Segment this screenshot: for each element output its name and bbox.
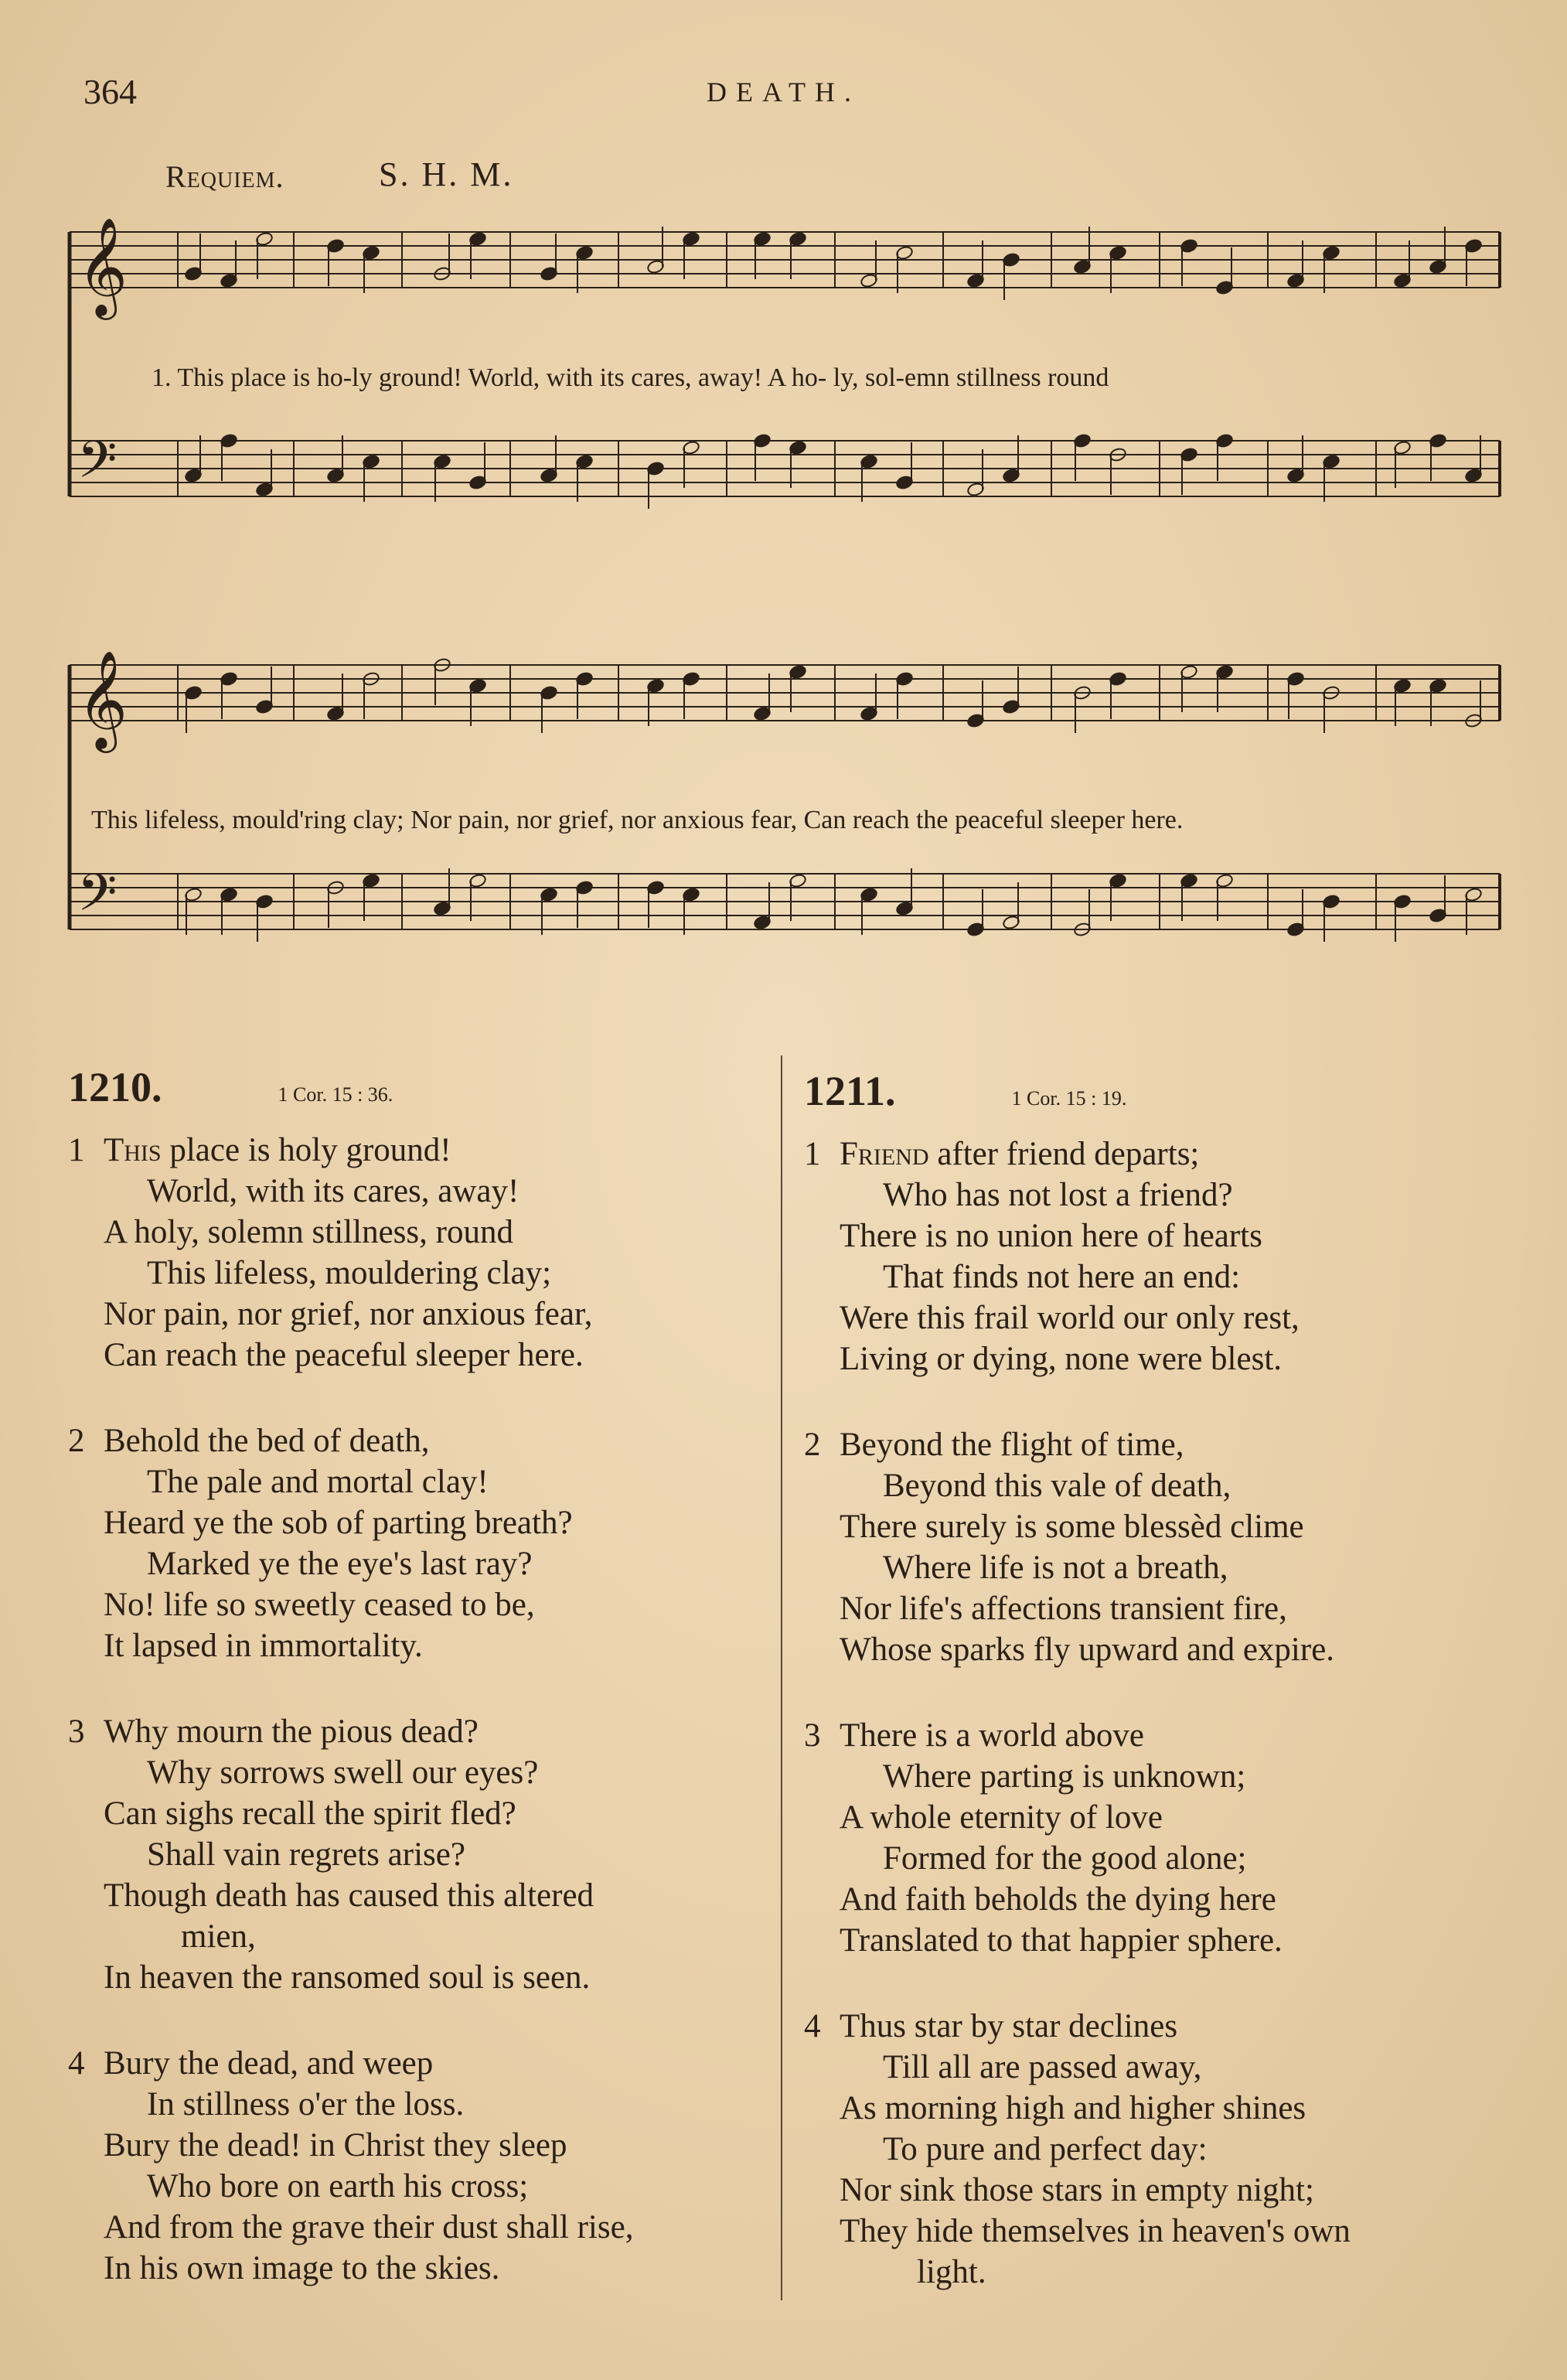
verse-line	[68, 1916, 779, 1957]
line-text	[104, 1625, 423, 1666]
stanza-number	[68, 1502, 104, 1543]
line-words: Why mourn the pious dead?	[104, 1713, 479, 1750]
stanza-number	[804, 2252, 840, 2293]
verse-line	[804, 2170, 1546, 2211]
line-text	[840, 2047, 1201, 2088]
stanza-number	[804, 1506, 840, 1547]
stanza-number: 1	[68, 1132, 85, 1168]
bass-clef: 𝄢	[77, 863, 118, 935]
lyrics-line-2: This lifeless, mould'ring clay; Nor pain, nor grief, nor anxious fear, Can reach the peaceful sleeper here.	[91, 806, 1184, 834]
verse-line	[804, 1256, 1546, 1297]
stanza-number	[68, 1625, 104, 1666]
verse-line	[804, 2252, 1546, 2293]
line-words: They hide themselves in heaven's own	[840, 2213, 1351, 2249]
line-words: And faith beholds the dying here	[840, 1881, 1276, 1918]
stanza-number	[68, 1335, 104, 1376]
line-text	[104, 1957, 590, 1998]
line-text	[840, 1715, 1144, 1756]
line-text	[840, 1465, 1231, 1506]
verse-line	[804, 1838, 1546, 1879]
stanza-number	[804, 1547, 840, 1588]
stanza-number	[804, 1256, 840, 1297]
verse-line	[68, 1420, 779, 1461]
stanza-number	[804, 1920, 840, 1961]
line-words: In stillness o'er the loss.	[147, 2086, 465, 2123]
line-text	[840, 1797, 1163, 1838]
hymn-heading	[804, 1067, 1546, 1115]
line-text	[840, 2006, 1177, 2047]
stanza-number	[68, 1916, 104, 1957]
line-text	[840, 2170, 1314, 2211]
line-words: Nor life's affections transient fire,	[840, 1591, 1287, 1627]
line-text	[840, 1424, 1184, 1465]
line-text	[104, 2084, 464, 2125]
line-words: There is no union here of hearts	[840, 1218, 1262, 1254]
verse-line	[804, 2211, 1546, 2252]
stanza-number	[804, 2047, 840, 2088]
stanza-number	[68, 2084, 104, 2125]
line-text	[840, 2252, 986, 2293]
stanza-number	[68, 1875, 104, 1916]
stanza	[804, 1424, 1546, 1670]
stanza-number	[68, 1253, 104, 1294]
line-text	[840, 2129, 1208, 2170]
line-text	[104, 1584, 535, 1625]
line-words: To pure and perfect day:	[883, 2131, 1208, 2167]
stanza-number	[68, 2166, 104, 2207]
line-text	[104, 2207, 633, 2248]
verse-line	[804, 1175, 1546, 1216]
line-text	[104, 1543, 532, 1584]
stanza-number	[804, 1797, 840, 1838]
verse-line	[68, 1711, 779, 1752]
line-words: As morning high and higher shines	[840, 2090, 1306, 2126]
verse-line	[804, 1338, 1546, 1379]
stanza	[804, 1715, 1546, 1961]
hymn-heading	[68, 1063, 779, 1111]
first-word: Friend	[840, 1136, 929, 1172]
line-text	[840, 1838, 1247, 1879]
line-text	[104, 2043, 433, 2084]
stanza	[68, 2043, 779, 2289]
stanza-number	[804, 1879, 840, 1920]
line-text	[840, 1588, 1287, 1629]
stanza-number	[804, 1465, 840, 1506]
verse-line	[804, 1629, 1546, 1670]
verse-line	[68, 1502, 779, 1543]
line-text	[840, 1175, 1233, 1216]
stanza-number: 3	[68, 1713, 85, 1750]
stanza-number	[804, 1629, 840, 1670]
hymn-1210	[68, 1063, 779, 2334]
line-text	[104, 1711, 479, 1752]
verse-line	[68, 2084, 779, 2125]
stanza	[804, 1134, 1546, 1379]
column-divider	[781, 1055, 782, 2300]
line-words: Bury the dead! in Christ they sleep	[104, 2127, 567, 2163]
line-words: Can reach the peaceful sleeper here.	[104, 1337, 584, 1373]
line-words: Living or dying, none were blest.	[840, 1341, 1283, 1377]
stanza-number	[804, 1338, 840, 1379]
line-words: Why sorrows swell our eyes?	[147, 1754, 539, 1791]
stanza-number	[68, 1294, 104, 1335]
tune-name: Requiem.	[165, 159, 284, 194]
line-words: This lifeless, mouldering clay;	[147, 1255, 552, 1291]
line-words: It lapsed in immortality.	[104, 1628, 423, 1664]
line-words: Beyond this vale of death,	[883, 1468, 1231, 1504]
stanza-number	[68, 1584, 104, 1625]
line-words: mien,	[181, 1918, 256, 1955]
line-words: Though death has caused this altered	[104, 1877, 594, 1914]
verse-line	[68, 2166, 779, 2207]
line-text	[104, 2125, 567, 2166]
line-text	[840, 1216, 1262, 1256]
stanza	[68, 1711, 779, 1998]
line-words: A holy, solemn stillness, round	[104, 1214, 513, 1250]
line-text	[840, 1256, 1240, 1297]
stanza-number	[804, 2129, 840, 2170]
verse-line	[804, 2129, 1546, 2170]
verse-line	[68, 1584, 779, 1625]
line-text	[104, 1253, 551, 1294]
line-text	[104, 1420, 430, 1461]
line-words: Formed for the good alone;	[883, 1840, 1247, 1877]
verse-line	[804, 1879, 1546, 1920]
line-text	[840, 1920, 1283, 1961]
line-text	[104, 1793, 516, 1834]
verse-line	[804, 1756, 1546, 1797]
stanza-number	[68, 1793, 104, 1834]
line-words: Thus star by star declines	[840, 2008, 1178, 2044]
verse-line	[68, 1294, 779, 1335]
line-words: Who bore on earth his cross;	[147, 2168, 529, 2204]
line-words: The pale and mortal clay!	[147, 1464, 489, 1500]
verse-line	[68, 1171, 779, 1212]
verse-line	[68, 1957, 779, 1998]
hymn-number: 1211.	[804, 1068, 896, 1114]
line-words: There is a world above	[840, 1717, 1145, 1754]
scripture-reference: 1 Cor. 15 : 19.	[1011, 1087, 1127, 1110]
verse-line	[68, 2125, 779, 2166]
line-words: In heaven the ransomed soul is seen.	[104, 1959, 591, 1996]
line-text	[840, 1134, 1199, 1175]
stanza-number	[68, 2125, 104, 2166]
verse-line	[68, 1875, 779, 1916]
verse-line	[68, 1543, 779, 1584]
line-text	[104, 1335, 584, 1376]
verse-line	[804, 1134, 1546, 1175]
line-text	[104, 1916, 256, 1957]
verse-line	[68, 1212, 779, 1253]
line-words: light.	[917, 2254, 986, 2290]
line-words: Nor sink those stars in empty night;	[840, 2172, 1314, 2208]
first-word: This	[104, 1132, 162, 1168]
stanza-number	[68, 1212, 104, 1253]
stanza-number	[68, 1957, 104, 1998]
stanza-number	[804, 1838, 840, 1879]
line-text	[104, 1171, 519, 1212]
line-words: Shall vain regrets arise?	[147, 1836, 465, 1873]
line-text	[104, 2248, 499, 2289]
tune-meter: S. H. M.	[379, 155, 514, 193]
stanza-number	[68, 2207, 104, 2248]
verse-line	[804, 2006, 1546, 2047]
line-text	[840, 1547, 1228, 1588]
line-words: World, with its cares, away!	[147, 1173, 519, 1209]
verse-line	[804, 2047, 1546, 2088]
line-text	[104, 1875, 594, 1916]
verse-line	[804, 1506, 1546, 1547]
verse-line	[68, 1834, 779, 1875]
stanza-number	[804, 1216, 840, 1256]
stanza-number	[68, 1752, 104, 1793]
treble-clef: 𝄞	[77, 217, 128, 315]
verse-line	[804, 1424, 1546, 1465]
line-words: And from the grave their dust shall rise,	[104, 2209, 634, 2245]
stanza-number: 4	[804, 2008, 821, 2044]
line-words: Can sighs recall the spirit fled?	[104, 1795, 516, 1832]
line-text	[840, 1338, 1282, 1379]
line-words: Whose sparks fly upward and expire.	[840, 1632, 1335, 1668]
treble-clef: 𝄞	[77, 650, 128, 748]
verse-line	[804, 1216, 1546, 1256]
line-text	[840, 2211, 1351, 2252]
line-words: Who has not lost a friend?	[883, 1177, 1233, 1213]
line-words: place is holy ground!	[161, 1132, 451, 1168]
line-words: In his own image to the skies.	[104, 2250, 500, 2286]
line-words: Heard ye the sob of parting breath?	[104, 1505, 573, 1541]
stanza-number	[68, 1834, 104, 1875]
stanza-number	[804, 2170, 840, 2211]
line-words: No! life so sweetly ceased to be,	[104, 1587, 535, 1623]
stanza-number	[804, 1175, 840, 1216]
verse-line	[68, 2248, 779, 2289]
line-text	[104, 2166, 528, 2207]
verse-line	[68, 2207, 779, 2248]
stanza	[804, 2006, 1546, 2293]
line-text	[840, 1879, 1276, 1920]
line-words: Behold the bed of death,	[104, 1423, 430, 1459]
stanza	[68, 1130, 779, 1376]
verse-line	[804, 1465, 1546, 1506]
line-text	[840, 1756, 1245, 1797]
stanza-number	[804, 2211, 840, 2252]
line-words: Were this frail world our only rest,	[840, 1300, 1300, 1336]
line-words: Translated to that happier sphere.	[840, 1922, 1283, 1959]
stanza-number	[804, 1297, 840, 1338]
stanza-number: 2	[68, 1423, 85, 1459]
verse-line	[68, 1793, 779, 1834]
line-text	[104, 1212, 513, 1253]
bass-clef: 𝄢	[77, 430, 118, 502]
line-text	[840, 2088, 1306, 2129]
line-text	[104, 1461, 489, 1502]
lyrics-line-1: 1. This place is ho-ly ground! World, with its cares, away! A ho- ly, sol-emn stillness round	[152, 363, 1109, 392]
stanza-number	[804, 1588, 840, 1629]
stanza-number: 4	[68, 2045, 85, 2082]
line-words: Bury the dead, and weep	[104, 2045, 434, 2082]
line-text	[104, 1752, 538, 1793]
verse-line	[804, 1297, 1546, 1338]
stanza-number	[68, 2248, 104, 2289]
verse-line	[804, 1797, 1546, 1838]
stanza-number	[68, 1543, 104, 1584]
stanza-number	[68, 1461, 104, 1502]
page-number: 364	[83, 72, 137, 111]
stanza-number	[68, 1171, 104, 1212]
line-words: after friend departs;	[928, 1136, 1200, 1172]
verse-line	[68, 1752, 779, 1793]
stanza-number: 2	[804, 1427, 821, 1463]
line-words: Nor pain, nor grief, nor anxious fear,	[104, 1296, 593, 1332]
verse-line	[68, 1461, 779, 1502]
line-words: Till all are passed away,	[883, 2049, 1202, 2085]
line-words: There surely is some blessèd clime	[840, 1509, 1304, 1545]
line-text	[840, 1506, 1304, 1547]
line-text	[104, 1294, 592, 1335]
line-words: Beyond the flight of time,	[840, 1427, 1184, 1463]
line-text	[840, 1297, 1300, 1338]
stanza-number: 3	[804, 1717, 821, 1754]
stanza-number: 1	[804, 1136, 821, 1172]
verse-line	[804, 1920, 1546, 1961]
verse-line	[68, 1130, 779, 1171]
verse-line	[804, 2088, 1546, 2129]
stanza	[68, 1420, 779, 1666]
stanza-number	[804, 1756, 840, 1797]
stanza-number	[804, 2088, 840, 2129]
verse-line	[804, 1715, 1546, 1756]
line-words: Where parting is unknown;	[883, 1758, 1246, 1795]
line-words: Marked ye the eye's last ray?	[147, 1546, 533, 1582]
verse-line	[804, 1547, 1546, 1588]
running-head: DEATH.	[707, 77, 860, 107]
line-words: A whole eternity of love	[840, 1799, 1163, 1836]
hymn-1211	[804, 1067, 1546, 2337]
music-score	[62, 201, 1515, 990]
verse-line	[68, 1625, 779, 1666]
verse-line	[68, 1335, 779, 1376]
line-text	[840, 1629, 1334, 1670]
line-text	[104, 1130, 451, 1171]
verse-line	[68, 1253, 779, 1294]
line-text	[104, 1502, 573, 1543]
scripture-reference: 1 Cor. 15 : 36.	[278, 1083, 393, 1106]
verse-line	[68, 2043, 779, 2084]
line-text	[104, 1834, 465, 1875]
verse-line	[804, 1588, 1546, 1629]
line-words: That finds not here an end:	[883, 1259, 1241, 1295]
line-words: Where life is not a breath,	[883, 1550, 1228, 1586]
hymn-number: 1210.	[68, 1064, 162, 1110]
